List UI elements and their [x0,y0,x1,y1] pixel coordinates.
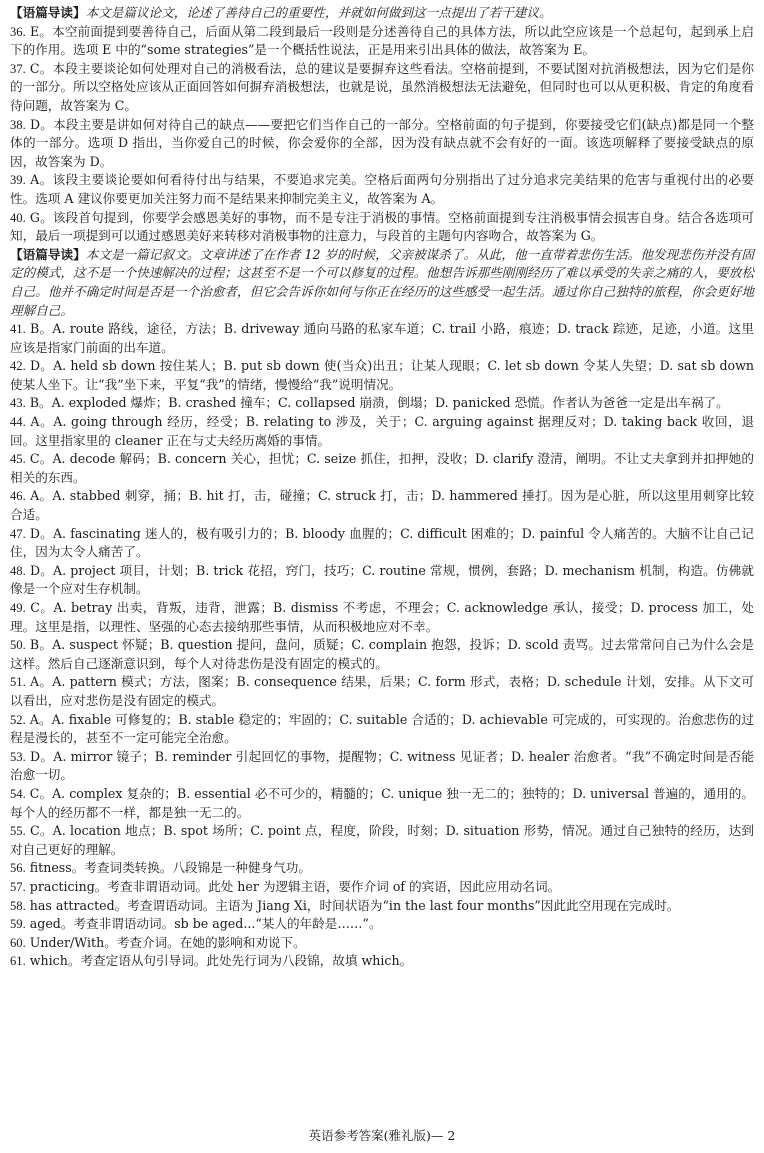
question-number: 51. [10,675,26,690]
answer-item [10,450,754,487]
question-number: 48. [10,563,26,578]
question-number: 46. [10,489,26,504]
answer-explanation: D。A. fascinating 迷人的，极有吸引力的；B. bloody 血腥的；C. difficult 困难的；D. painful 令人痛苦的。大脑不让自己记住，因为太令人痛苦了。 [10,525,754,560]
answer-item [10,952,754,971]
answer-explanation: G。该段首句提到，你要学会感恩美好的事物，而不是专注于消极的事情。空格前面提到专注消极事情会损害自身。结合各选项可知，最后一项提到可以通过感恩美好来转移对消极事物的注意力，与段首的主题句内容吻合，故答案为 G。 [10,209,754,244]
answer-item [10,636,754,673]
answer-explanation: D。A. mirror 镜子；B. reminder 引起回忆的事物，提醒物；C. witness 见证者；D. healer 治愈者。“我”不确定时间是否能治愈一切。 [10,748,754,783]
answer-item [10,822,754,859]
answer-explanation: E。本空前面提到要善待自己，后面从第二段到最后一段则是分述善待自己的具体方法，所以此空应该是一个总起句，起到承上启下的作用。选项 E 中的“some strategies”是一个概括性说法，正是用来引出具体的做法，故答案为 E。 [10,23,754,58]
answer-explanation: which。考查定语从句引导词。此处先行词为八段锦，故填 which。 [29,953,413,969]
answer-explanation: B。A. route 路线，途径，方法；B. driveway 通向马路的私家车道；C. trail 小路，痕迹；D. track 踪迹，足迹，小道。这里应该是指家门前面的出车道。 [10,321,754,355]
answer-item [10,859,754,878]
answer-item [10,525,754,562]
question-number: 53. [10,749,26,764]
answer-item [10,673,754,710]
answer-explanation: B。A. exploded 爆炸；B. crashed 撞车；C. collapsed 崩溃，倒塌；D. panicked 恐慌。作者认为爸爸一定是出车祸了。 [29,395,729,411]
answer-explanation: has attracted。考查谓语动词。主语为 Jiang Xi，时间状语为“in the last four months”因此此空用现在完成时。 [29,897,680,913]
guide-tag: 【语篇导读】 [10,5,86,20]
question-number: 38. [10,117,26,132]
answer-item [10,23,754,60]
answer-item [10,60,754,116]
answer-item [10,171,754,208]
question-number: 37. [10,61,26,76]
answer-item [10,413,754,450]
page-footer: 英语参考答案(雅礼版)— 2 [308,1128,456,1143]
question-number: 45. [10,452,26,467]
answer-explanation: A。该段主要谈论要如何看待付出与结果，不要追求完美。空格后面两句分别指出了过分追求完美结果的危害与重视付出的必要性。选项 A 建议你要更加关注努力而不是结果来抑制完美主义，故答案为 A。 [10,172,754,206]
question-number: 55. [10,824,26,839]
question-number: 61. [10,954,26,969]
question-number: 43. [10,396,26,411]
question-number: 58. [10,898,26,913]
question-number: 41. [10,322,26,337]
answer-item [10,748,754,785]
question-number: 59. [10,917,26,932]
answer-explanation: Under/With。考查介词。在她的影响和劝说下。 [29,934,306,950]
answer-item [10,599,754,636]
answer-explanation: C。A. betray 出卖，背叛，违背，泄露；B. dismiss 不考虑，不理会；C. acknowledge 承认，接受；D. process 加工，处理。这里是指，以理性、坚强的心态去接纳那些事情，从而积极地应对不幸。 [10,600,754,634]
passage-guide-1 [10,4,754,23]
answer-item [10,915,754,934]
answer-item [10,785,754,822]
question-number: 52. [10,712,26,727]
answer-explanation: B。A. suspect 怀疑；B. question 提问，盘问，质疑；C. complain 抱怨，投诉；D. scold 责骂。过去常常问自己为什么会是这样。然后自己逐渐意识到，每个人对待悲伤是没有固定的模式的。 [10,637,754,671]
question-number: 47. [10,526,26,541]
answer-explanation: practicing。考查非谓语动词。此处 her 为逻辑主语，要作介词 of 的宾语，因此应用动名词。 [29,878,561,894]
answer-list-reading [10,23,754,246]
answer-item [10,357,754,394]
question-number: 44. [10,415,26,430]
answer-explanation: D。本段主要是讲如何对待自己的缺点——要把它们当作自己的一部分。空格前面的句子提到，你要接受它们(缺点)都是同一个整体的一部分。选项 D 指出，当你爱自己的时候，你会爱你的全部，因为没有缺点就不会有好的一面。该选项解释了要接受缺点的原因，故答案为 D。 [10,116,754,169]
question-number: 49. [10,601,26,615]
question-number: 42. [10,359,26,374]
answer-explanation: fitness。考查词类转换。八段锦是一种健身气功。 [29,860,311,876]
answer-explanation: aged。考查非谓语动词。sb be aged...“某人的年龄是……”。 [29,916,382,932]
guide-tag: 【语篇导读】 [10,246,86,262]
passage-guide-2 [10,246,754,320]
question-number: 40. [10,210,26,225]
answer-explanation: A。A. fixable 可修复的；B. stable 稳定的；牢固的；C. suitable 合适的；D. achievable 可完成的，可实现的。治愈悲伤的过程是漫长的，甚至不一定可能完全治愈。 [10,711,754,746]
answer-explanation: A。A. stabbed 刺穿，捅；B. hit 打，击，碰撞；C. struck 打，击；D. hammered 捶打。因为是心脏，所以这里用刺穿比较合适。 [10,488,754,523]
guide-text: 本文是篇议论文，论述了善待自己的重要性，并就如何做到这一点提出了若干建议。 [85,5,552,20]
question-number: 60. [10,935,26,950]
answer-page [10,4,754,971]
answer-item [10,897,754,916]
question-number: 36. [10,24,26,39]
answer-item [10,116,754,172]
answer-item [10,487,754,524]
answer-list-cloze-grammar [10,320,754,971]
answer-item [10,394,754,413]
answer-explanation: A。A. pattern 模式；方法，图案；B. consequence 结果，后果；C. form 形式，表格；D. schedule 计划，安排。从下文可以看出，应对悲伤是没有固定的模式。 [10,674,754,708]
answer-item [10,562,754,599]
answer-explanation: D。A. project 项目，计划；B. trick 花招，窍门，技巧；C. routine 常规，惯例，套路；D. mechanism 机制，构造。仿佛就像是一个应对生存机制。 [10,562,754,597]
question-number: 50. [10,638,26,653]
answer-item [10,878,754,897]
question-number: 39. [10,173,26,188]
answer-item [10,711,754,748]
guide-text: 本文是一篇记叙文。文章讲述了在作者 12 岁的时候，父亲被谋杀了。从此，他一直带着悲伤生活。他发现悲伤并没有固定的模式，这不是一个快速解决的过程；这甚至不是一个可以修复的过程。他想告诉那些刚刚经历了难以承受的失亲之痛的人，要放松自己。他并不确定时间是否是一个治愈者，但它会告诉你如何与你正在经历的这些感受一起生活。通过你自己独特的旅程，你会更好地理解自己。 [10,246,754,318]
answer-item [10,320,754,357]
answer-explanation: C。A. decode 解码；B. concern 关心，担忧；C. seize 抓住，扣押，没收；D. clarify 澄清，阐明。不让丈夫拿到并扣押她的相关的东西。 [10,451,754,485]
answer-explanation: A。A. going through 经历，经受；B. relating to 涉及，关于；C. arguing against 据理反对；D. taking back 收回，退回。这里指家里的 cleaner 正在与丈夫经历离婚的事情。 [10,414,754,448]
question-number: 54. [10,786,26,801]
answer-explanation: C。A. complex 复杂的；B. essential 必不可少的，精髓的；C. unique 独一无二的；独特的；D. universal 普遍的，通用的。每个人的经历都不一样，都是独一无二的。 [10,785,754,820]
question-number: 57. [10,879,26,894]
answer-explanation: C。本段主要谈论如何处理对自己的消极看法，总的建议是要摒弃这些看法。空格前提到，不要试图对抗消极想法，因为它们是你的一部分。所以空格处应该从正面回答如何摒弃消极想法，也就是说，虽然消极想法无法避免，但同时也可以从更积极、肯定的角度看待问题，故答案为 C。 [10,60,754,113]
answer-explanation: C。A. location 地点；B. spot 场所；C. point 点，程度，阶段，时刻；D. situation 形势，情况。通过自己独特的经历，达到对自己更好的理解。 [10,823,754,857]
answer-item [10,209,754,246]
answer-explanation: D。A. held sb down 按住某人；B. put sb down 使(当众)出丑；让某人现眼；C. let sb down 令某人失望；D. sat sb down 使某人坐下。让“我”坐下来，平复“我”的情绪，慢慢给“我”说明情况。 [10,358,754,392]
question-number: 56. [10,861,26,876]
answer-item [10,934,754,953]
